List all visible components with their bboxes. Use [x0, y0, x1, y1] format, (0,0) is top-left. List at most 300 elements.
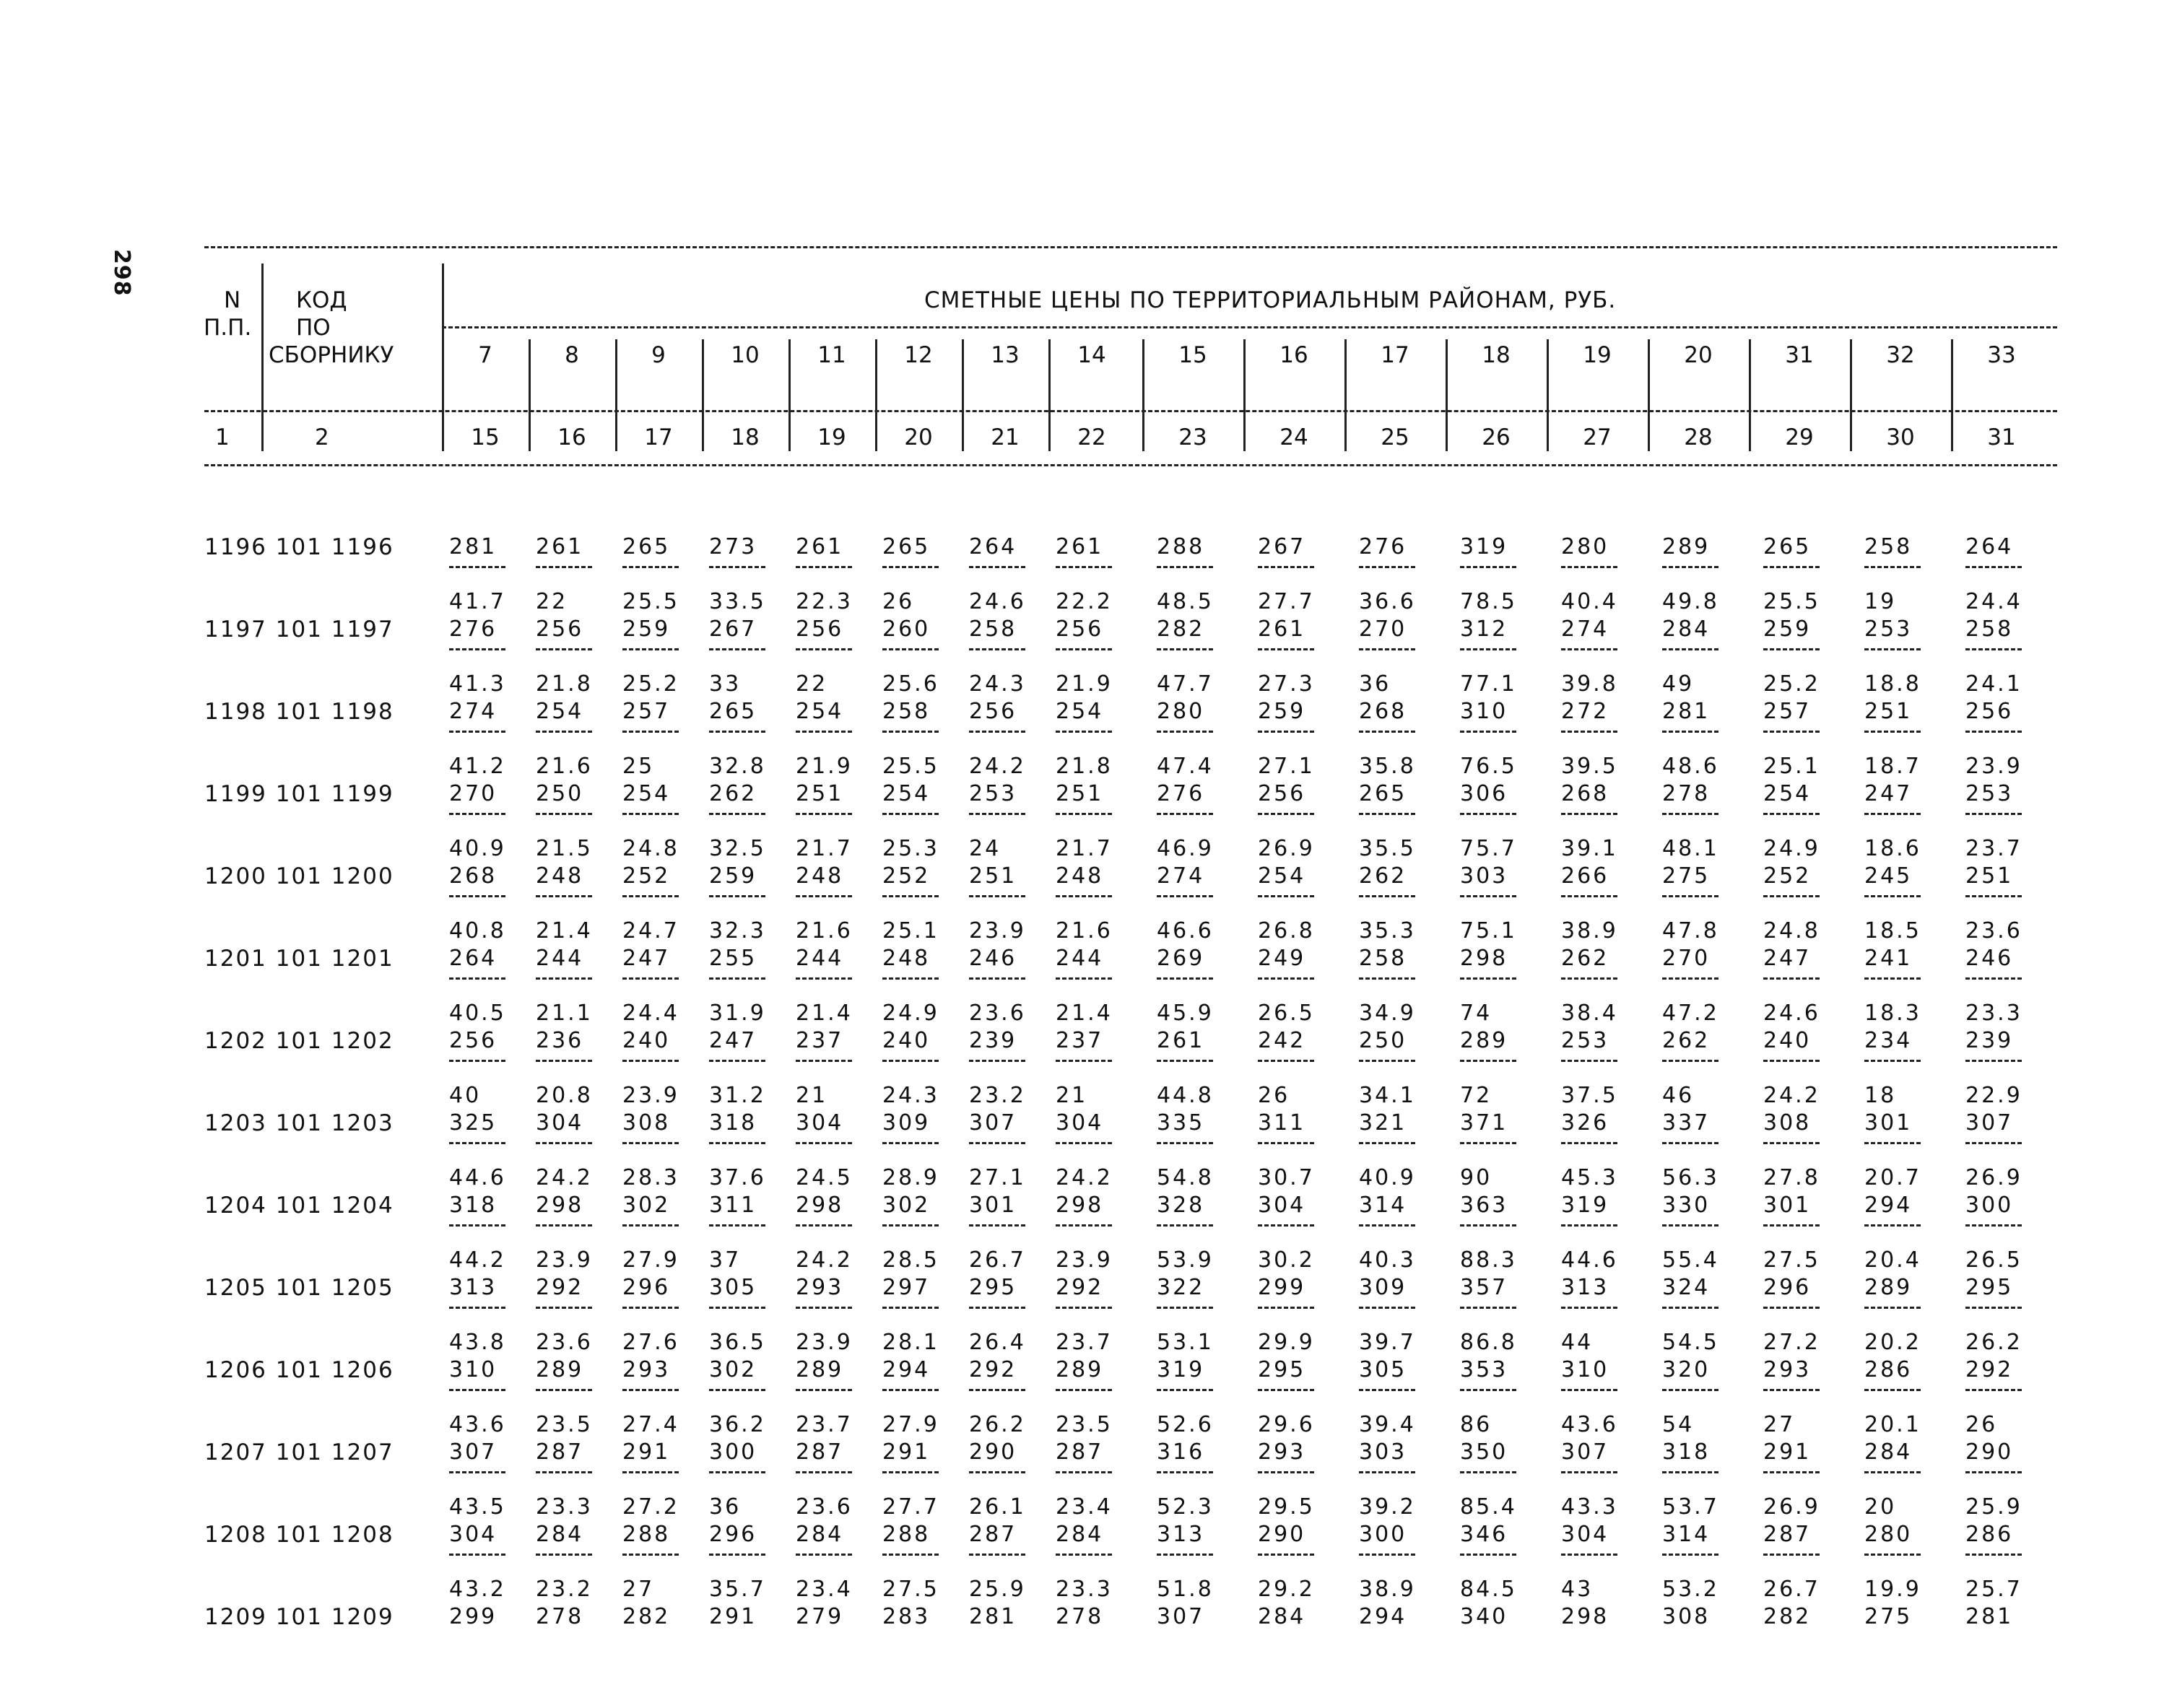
fraction-rule [536, 977, 592, 980]
header-sub-rule [204, 410, 2057, 412]
fraction-rule [449, 1142, 505, 1144]
region-column-header: 17 [1381, 342, 1409, 368]
price-value: 304 [796, 1110, 844, 1136]
price-value: 287 [1763, 1522, 1812, 1547]
price-value: 252 [622, 863, 671, 889]
price-subvalue: 21.9 [1056, 671, 1113, 697]
fraction-rule [1662, 1142, 1718, 1144]
fraction-rule [1460, 813, 1516, 815]
price-subvalue: 74 [1460, 1001, 1492, 1026]
price-subvalue: 38.9 [1359, 1577, 1416, 1602]
price-subvalue: 55.4 [1662, 1247, 1719, 1273]
code-label: ПО [296, 315, 331, 341]
price-value: 292 [1965, 1357, 2014, 1382]
price-subvalue: 23.6 [1965, 918, 2022, 944]
price-subvalue: 23.3 [1965, 1001, 2022, 1026]
price-value: 312 [1460, 616, 1508, 642]
price-subvalue: 84.5 [1460, 1577, 1517, 1602]
fraction-rule [1763, 648, 1820, 650]
fraction-rule [1056, 1389, 1112, 1391]
price-value: 254 [1056, 699, 1104, 724]
price-subvalue: 43.5 [449, 1494, 506, 1520]
price-subvalue: 27 [622, 1577, 655, 1602]
region-column-header: 19 [1583, 342, 1612, 368]
fraction-rule [1763, 977, 1820, 980]
price-value: 261 [536, 534, 584, 559]
column-divider [1749, 339, 1751, 451]
price-value: 240 [882, 1028, 931, 1053]
fraction-rule [969, 977, 1025, 980]
price-value: 308 [1662, 1604, 1711, 1629]
price-subvalue: 19 [1864, 589, 1897, 614]
fraction-rule [1258, 1554, 1314, 1556]
price-value: 260 [882, 616, 931, 642]
price-value: 321 [1359, 1110, 1407, 1136]
price-value: 267 [709, 616, 757, 642]
price-subvalue: 24.8 [1763, 918, 1820, 944]
price-subvalue: 28.1 [882, 1330, 939, 1355]
fraction-rule [622, 1142, 679, 1144]
fraction-rule [622, 1471, 679, 1473]
price-value: 254 [622, 781, 671, 806]
fraction-rule [1157, 813, 1213, 815]
price-value: 256 [536, 616, 584, 642]
index-column-header: 20 [904, 424, 933, 450]
region-column-header: 14 [1077, 342, 1106, 368]
fraction-rule [969, 1307, 1025, 1309]
price-value: 294 [1864, 1193, 1913, 1218]
price-subvalue: 24.3 [969, 671, 1026, 697]
fraction-rule [1662, 1554, 1718, 1556]
price-value: 289 [1864, 1275, 1913, 1300]
price-subvalue: 29.2 [1258, 1577, 1315, 1602]
fraction-rule [1056, 1060, 1112, 1062]
price-subvalue: 40.8 [449, 918, 506, 944]
price-value: 258 [1864, 534, 1913, 559]
fraction-rule [1965, 1142, 2022, 1144]
price-subvalue: 88.3 [1460, 1247, 1517, 1273]
price-subvalue: 36.6 [1359, 589, 1416, 614]
price-subvalue: 54.5 [1662, 1330, 1719, 1355]
price-subvalue: 40 [449, 1083, 482, 1108]
price-value: 252 [1763, 863, 1812, 889]
fraction-rule [622, 566, 679, 568]
price-value: 284 [1662, 616, 1711, 642]
price-value: 304 [1258, 1193, 1306, 1218]
price-subvalue: 26.9 [1763, 1494, 1820, 1520]
price-subvalue: 21.9 [796, 754, 853, 779]
price-subvalue: 39.2 [1359, 1494, 1416, 1520]
fraction-rule [1864, 813, 1921, 815]
price-subvalue: 47.4 [1157, 754, 1214, 779]
region-column-header: 11 [817, 342, 846, 368]
price-value: 353 [1460, 1357, 1508, 1382]
fraction-rule [1157, 1554, 1213, 1556]
price-value: 284 [796, 1522, 844, 1547]
price-value: 279 [796, 1604, 844, 1629]
price-subvalue: 35.7 [709, 1577, 766, 1602]
price-subvalue: 32.5 [709, 836, 766, 861]
price-subvalue: 21.4 [1056, 1001, 1113, 1026]
price-subvalue: 48.1 [1662, 836, 1719, 861]
fraction-rule [969, 566, 1025, 568]
fraction-rule [882, 1471, 939, 1473]
price-subvalue: 22.2 [1056, 589, 1113, 614]
column-divider [1648, 339, 1650, 451]
price-subvalue: 49.8 [1662, 589, 1719, 614]
fraction-rule [969, 648, 1025, 650]
fraction-rule [536, 1307, 592, 1309]
price-subvalue: 21.7 [1056, 836, 1113, 861]
price-value: 307 [969, 1110, 1017, 1136]
price-subvalue: 44 [1561, 1330, 1594, 1355]
price-subvalue: 43.6 [449, 1412, 506, 1437]
price-subvalue: 27.9 [622, 1247, 679, 1273]
fraction-rule [1864, 895, 1921, 897]
price-subvalue: 25.1 [882, 918, 939, 944]
price-subvalue: 37 [709, 1247, 742, 1273]
fraction-rule [1460, 1389, 1516, 1391]
fraction-rule [882, 1554, 939, 1556]
fraction-rule [1662, 977, 1718, 980]
fraction-rule [969, 1554, 1025, 1556]
price-value: 319 [1460, 534, 1508, 559]
price-subvalue: 22 [536, 589, 568, 614]
price-value: 274 [449, 699, 497, 724]
price-value: 276 [449, 616, 497, 642]
price-value: 300 [709, 1439, 757, 1465]
fraction-rule [969, 813, 1025, 815]
code-label: КОД [296, 287, 347, 313]
price-subvalue: 44.6 [1561, 1247, 1618, 1273]
price-subvalue: 27.1 [1258, 754, 1315, 779]
fraction-rule [709, 813, 765, 815]
price-subvalue: 86 [1460, 1412, 1492, 1437]
price-value: 313 [1561, 1275, 1609, 1300]
fraction-rule [1662, 895, 1718, 897]
price-value: 268 [1359, 699, 1407, 724]
fraction-rule [1359, 648, 1415, 650]
row-code: 1205 101 1205 [204, 1275, 394, 1301]
price-subvalue: 27.2 [622, 1494, 679, 1520]
fraction-rule [449, 1471, 505, 1473]
fraction-rule [1662, 813, 1718, 815]
price-value: 310 [449, 1357, 497, 1382]
fraction-rule [622, 895, 679, 897]
price-value: 257 [622, 699, 671, 724]
fraction-rule [449, 1307, 505, 1309]
price-value: 258 [882, 699, 931, 724]
price-value: 301 [969, 1193, 1017, 1218]
fraction-rule [1965, 1060, 2022, 1062]
fraction-rule [1056, 977, 1112, 980]
price-value: 298 [796, 1193, 844, 1218]
fraction-rule [1258, 1224, 1314, 1226]
header-divider [261, 263, 264, 451]
fraction-rule [969, 1142, 1025, 1144]
price-value: 247 [709, 1028, 757, 1053]
table-title: СМЕТНЫЕ ЦЕНЫ ПО ТЕРРИТОРИАЛЬНЫМ РАЙОНАМ, РУБ. [924, 287, 1617, 313]
fraction-rule [709, 895, 765, 897]
price-value: 291 [882, 1439, 931, 1465]
price-value: 250 [1359, 1028, 1407, 1053]
fraction-rule [969, 1060, 1025, 1062]
price-subvalue: 40.5 [449, 1001, 506, 1026]
fraction-rule [1359, 1471, 1415, 1473]
fraction-rule [536, 1471, 592, 1473]
fraction-rule [796, 1060, 852, 1062]
price-value: 248 [882, 946, 931, 971]
price-subvalue: 40.9 [449, 836, 506, 861]
region-column-header: 10 [731, 342, 760, 368]
fraction-rule [1157, 977, 1213, 980]
price-value: 254 [796, 699, 844, 724]
price-subvalue: 32.8 [709, 754, 766, 779]
price-value: 261 [1157, 1028, 1205, 1053]
fraction-rule [1561, 1554, 1617, 1556]
fraction-rule [622, 731, 679, 733]
price-value: 296 [1763, 1275, 1812, 1300]
fraction-rule [1056, 1471, 1112, 1473]
fraction-rule [1864, 1471, 1921, 1473]
fraction-rule [622, 1307, 679, 1309]
fraction-rule [969, 1224, 1025, 1226]
price-subvalue: 24.4 [622, 1001, 679, 1026]
price-subvalue: 23.2 [536, 1577, 593, 1602]
price-value: 293 [1763, 1357, 1812, 1382]
fraction-rule [1056, 648, 1112, 650]
fraction-rule [1258, 1142, 1314, 1144]
price-subvalue: 24.2 [969, 754, 1026, 779]
fraction-rule [1258, 648, 1314, 650]
price-value: 248 [536, 863, 584, 889]
price-subvalue: 25.7 [1965, 1577, 2022, 1602]
price-value: 302 [709, 1357, 757, 1382]
price-subvalue: 35.5 [1359, 836, 1416, 861]
price-value: 319 [1561, 1193, 1609, 1218]
price-value: 258 [1965, 616, 2014, 642]
price-subvalue: 43 [1561, 1577, 1594, 1602]
price-value: 286 [1864, 1357, 1913, 1382]
fraction-rule [1056, 1142, 1112, 1144]
fraction-rule [1965, 648, 2022, 650]
fraction-rule [1561, 1142, 1617, 1144]
fraction-rule [1460, 1224, 1516, 1226]
fraction-rule [1460, 1060, 1516, 1062]
fraction-rule [1258, 731, 1314, 733]
price-subvalue: 23.7 [1056, 1330, 1113, 1355]
price-value: 303 [1460, 863, 1508, 889]
fraction-rule [1662, 1389, 1718, 1391]
price-value: 265 [709, 699, 757, 724]
fraction-rule [1359, 813, 1415, 815]
fraction-rule [1258, 1307, 1314, 1309]
price-value: 266 [1561, 863, 1609, 889]
price-subvalue: 49 [1662, 671, 1695, 697]
price-value: 261 [796, 534, 844, 559]
price-subvalue: 21.4 [536, 918, 593, 944]
fraction-rule [1561, 731, 1617, 733]
fraction-rule [536, 1554, 592, 1556]
index-column-header: 16 [557, 424, 586, 450]
index-column-header: 18 [731, 424, 760, 450]
price-subvalue: 43.2 [449, 1577, 506, 1602]
price-value: 318 [1662, 1439, 1711, 1465]
price-subvalue: 30.2 [1258, 1247, 1315, 1273]
fraction-rule [1662, 1060, 1718, 1062]
price-subvalue: 23.9 [796, 1330, 853, 1355]
price-subvalue: 29.9 [1258, 1330, 1315, 1355]
price-value: 250 [536, 781, 584, 806]
price-value: 304 [449, 1522, 497, 1547]
fraction-rule [882, 731, 939, 733]
price-value: 288 [882, 1522, 931, 1547]
price-subvalue: 26.8 [1258, 918, 1315, 944]
price-value: 247 [1864, 781, 1913, 806]
fraction-rule [796, 1389, 852, 1391]
price-subvalue: 20.1 [1864, 1412, 1921, 1437]
column-divider [1547, 339, 1549, 451]
price-subvalue: 25.3 [882, 836, 939, 861]
header-top-rule [204, 246, 2057, 248]
price-subvalue: 18.6 [1864, 836, 1921, 861]
price-subvalue: 21.8 [1056, 754, 1113, 779]
fraction-rule [622, 648, 679, 650]
price-value: 289 [1056, 1357, 1104, 1382]
fraction-rule [1864, 566, 1921, 568]
price-value: 259 [1258, 699, 1306, 724]
price-subvalue: 26 [1965, 1412, 1998, 1437]
fraction-rule [1763, 1142, 1820, 1144]
fraction-rule [536, 1224, 592, 1226]
price-subvalue: 26.5 [1965, 1247, 2022, 1273]
price-value: 290 [1258, 1522, 1306, 1547]
price-value: 308 [1763, 1110, 1812, 1136]
price-subvalue: 53.1 [1157, 1330, 1214, 1355]
header-divider [442, 263, 444, 451]
fraction-rule [1359, 1554, 1415, 1556]
price-value: 249 [1258, 946, 1306, 971]
price-subvalue: 51.8 [1157, 1577, 1214, 1602]
price-subvalue: 24.2 [1763, 1083, 1820, 1108]
price-subvalue: 37.5 [1561, 1083, 1618, 1108]
fraction-rule [1763, 731, 1820, 733]
price-subvalue: 25.5 [1763, 589, 1820, 614]
price-subvalue: 27.2 [1763, 1330, 1820, 1355]
fraction-rule [882, 977, 939, 980]
price-subvalue: 25.2 [1763, 671, 1820, 697]
price-value: 244 [536, 946, 584, 971]
price-value: 281 [1965, 1604, 2014, 1629]
fraction-rule [969, 1389, 1025, 1391]
price-value: 306 [1460, 781, 1508, 806]
price-subvalue: 36 [709, 1494, 742, 1520]
price-value: 258 [969, 616, 1017, 642]
price-value: 256 [796, 616, 844, 642]
fraction-rule [1965, 1307, 2022, 1309]
fraction-rule [1965, 566, 2022, 568]
index-column-header: 23 [1178, 424, 1207, 450]
fraction-rule [709, 1142, 765, 1144]
fraction-rule [1157, 1060, 1213, 1062]
price-value: 283 [882, 1604, 931, 1629]
fraction-rule [1157, 1224, 1213, 1226]
price-value: 276 [1157, 781, 1205, 806]
price-subvalue: 46.6 [1157, 918, 1214, 944]
price-value: 307 [1561, 1439, 1609, 1465]
price-value: 251 [1864, 699, 1913, 724]
row-code: 1197 101 1197 [204, 616, 394, 642]
fraction-rule [1662, 731, 1718, 733]
price-value: 324 [1662, 1275, 1711, 1300]
price-subvalue: 29.6 [1258, 1412, 1315, 1437]
price-value: 258 [1359, 946, 1407, 971]
fraction-rule [1460, 1142, 1516, 1144]
price-subvalue: 38.4 [1561, 1001, 1618, 1026]
price-value: 350 [1460, 1439, 1508, 1465]
fraction-rule [709, 731, 765, 733]
fraction-rule [1561, 1389, 1617, 1391]
price-value: 300 [1965, 1193, 2014, 1218]
fraction-rule [709, 1471, 765, 1473]
column-divider [529, 339, 531, 451]
price-value: 292 [1056, 1275, 1104, 1300]
fraction-rule [1561, 1224, 1617, 1226]
price-subvalue: 26 [1258, 1083, 1290, 1108]
price-subvalue: 29.5 [1258, 1494, 1315, 1520]
column-divider [1951, 339, 1953, 451]
fraction-rule [1864, 1307, 1921, 1309]
price-subvalue: 23.7 [1965, 836, 2022, 861]
price-subvalue: 31.9 [709, 1001, 766, 1026]
region-column-header: 9 [651, 342, 666, 368]
price-subvalue: 41.2 [449, 754, 506, 779]
price-subvalue: 18.8 [1864, 671, 1921, 697]
price-value: 320 [1662, 1357, 1711, 1382]
price-value: 274 [1561, 616, 1609, 642]
fraction-rule [1359, 566, 1415, 568]
fraction-rule [1662, 566, 1718, 568]
fraction-rule [969, 895, 1025, 897]
price-value: 265 [622, 534, 671, 559]
price-subvalue: 25.1 [1763, 754, 1820, 779]
fraction-rule [1763, 1471, 1820, 1473]
fraction-rule [1561, 977, 1617, 980]
row-code: 1199 101 1199 [204, 781, 394, 807]
column-divider [1142, 339, 1144, 451]
price-subvalue: 21.1 [536, 1001, 593, 1026]
fraction-rule [709, 1060, 765, 1062]
price-subvalue: 26.1 [969, 1494, 1026, 1520]
price-value: 319 [1157, 1357, 1205, 1382]
price-subvalue: 23.4 [1056, 1494, 1113, 1520]
fraction-rule [1864, 648, 1921, 650]
fraction-rule [969, 731, 1025, 733]
row-code: 1207 101 1207 [204, 1439, 394, 1465]
price-value: 295 [1965, 1275, 2014, 1300]
price-subvalue: 24.9 [882, 1001, 939, 1026]
fraction-rule [449, 977, 505, 980]
fraction-rule [796, 1142, 852, 1144]
price-value: 310 [1460, 699, 1508, 724]
fraction-rule [1965, 1554, 2022, 1556]
price-value: 237 [1056, 1028, 1104, 1053]
price-value: 288 [622, 1522, 671, 1547]
price-subvalue: 33 [709, 671, 742, 697]
price-value: 259 [1763, 616, 1812, 642]
fraction-rule [1662, 1224, 1718, 1226]
fraction-rule [1359, 1224, 1415, 1226]
